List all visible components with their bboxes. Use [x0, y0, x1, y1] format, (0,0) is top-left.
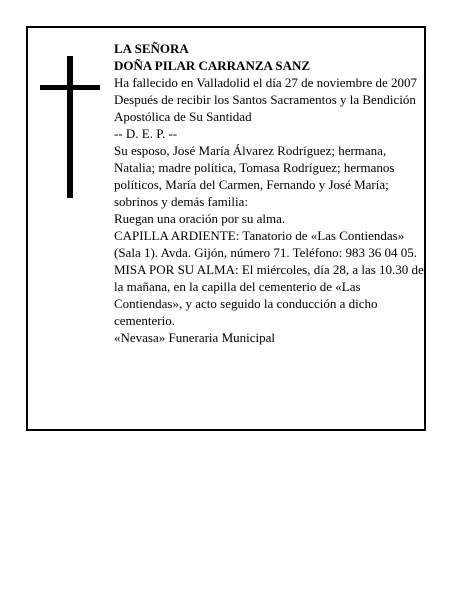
- cross-icon: [40, 56, 100, 198]
- funeral-home: «Nevasa» Funeraria Municipal: [114, 330, 276, 345]
- obituary-text: [114, 40, 424, 346]
- death-statement: Ha fallecido en Valladolid el día 27 de noviembre de 2007: [114, 75, 417, 90]
- sacraments-statement: Después de recibir los Santos Sacramentos y la Bendición Apostólica de Su Santidad: [114, 92, 416, 124]
- notice-title: LA SEÑORA: [114, 41, 189, 56]
- rip-line: -- D. E. P. --: [114, 126, 178, 141]
- family-list: Su esposo, José María Álvarez Rodríguez; hermana, Natalia; madre política, Tomasa Rodríguez; hermanos políticos, María del Carmen, Fernando y José María; sobrinos y demás familia:: [114, 143, 395, 209]
- chapel-info: CAPILLA ARDIENTE: Tanatorio de «Las Contiendas» (Sala 1). Avda. Gijón, número 71. Teléfono: 983 36 04 05.: [114, 228, 417, 260]
- deceased-name: DOÑA PILAR CARRANZA SANZ: [114, 58, 311, 73]
- mass-info: MISA POR SU ALMA: El miércoles, día 28, a las 10.30 de la mañana, en la capilla del cementerio de «Las Contiendas», y acto seguido la conducción a dicho cementerio.: [114, 262, 424, 328]
- obituary-notice: [26, 26, 426, 431]
- prayer-request: Ruegan una oración por su alma.: [114, 211, 286, 226]
